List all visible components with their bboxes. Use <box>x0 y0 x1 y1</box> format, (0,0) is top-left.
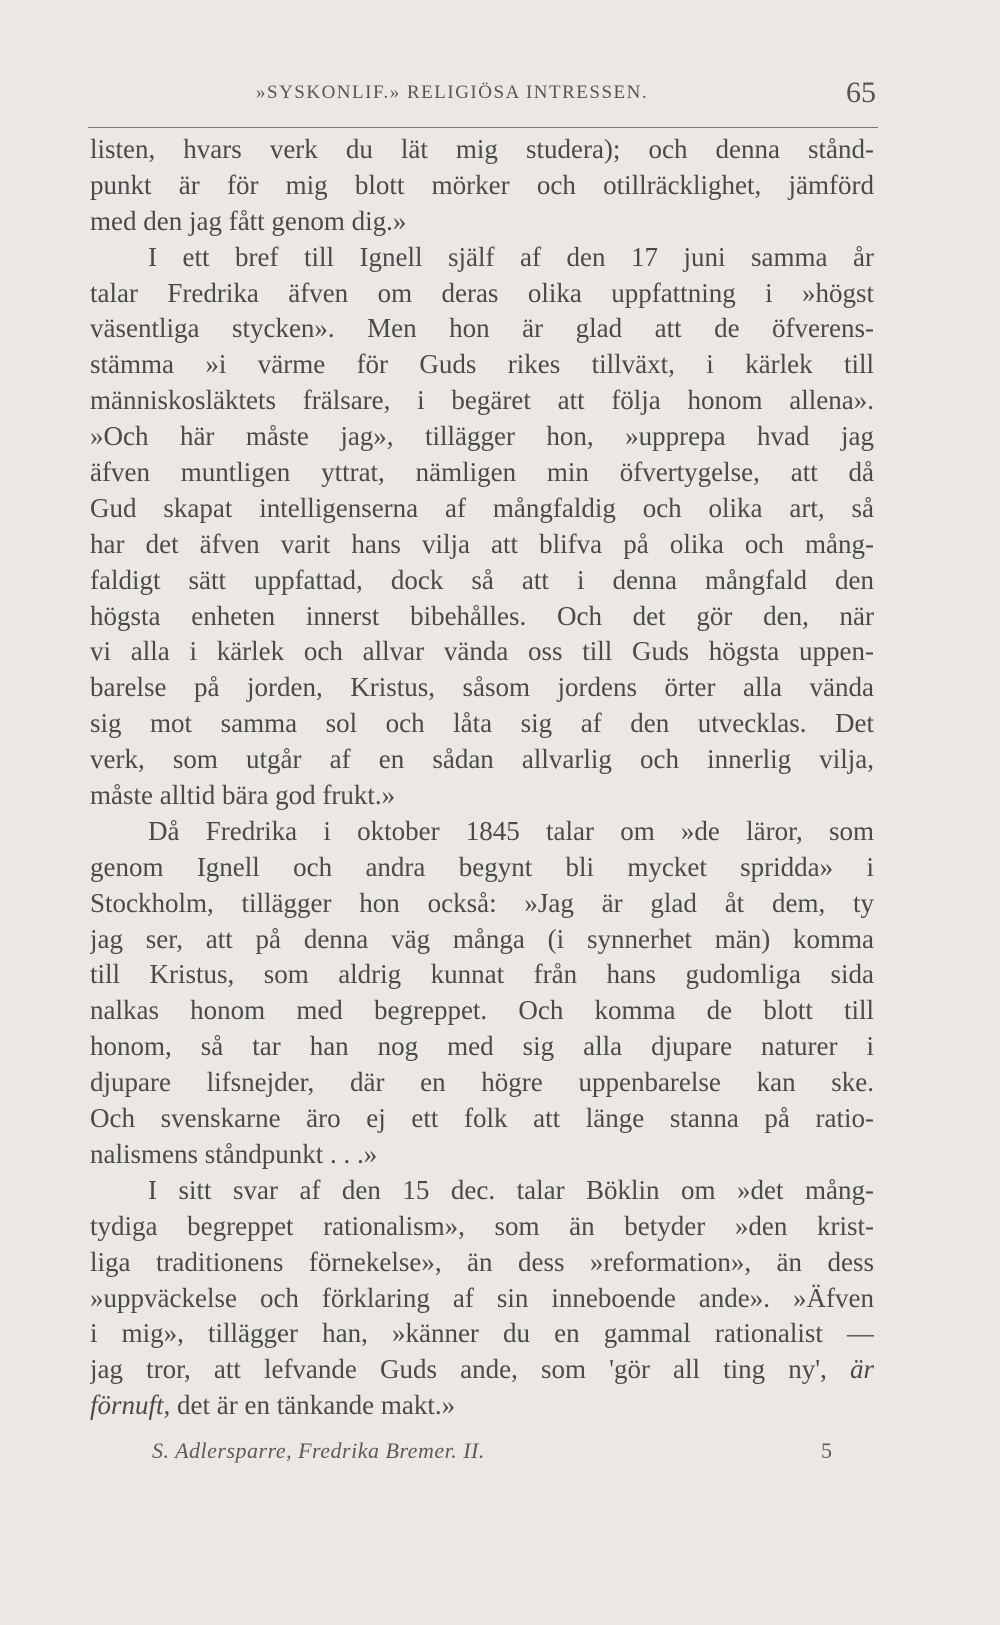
header-rule <box>88 127 878 128</box>
text-line: högsta enheten innerst bibehålles. Och det gör den, när <box>90 600 874 631</box>
text-line: nalkas honom med begreppet. Och komma de blott till <box>90 995 874 1026</box>
signature-line <box>152 1438 832 1468</box>
text-line: barelse på jorden, Kristus, såsom jordens örter alla vända <box>90 672 874 703</box>
running-head <box>88 78 878 118</box>
text-line: väsentliga stycken». Men hon är glad att de öfverens- <box>90 313 874 344</box>
text-line: i mig», tillägger han, »känner du en gammal rationalist — <box>90 1318 874 1349</box>
text-line: tydiga begreppet rationalism», som än betyder »den krist- <box>90 1210 874 1241</box>
italic-segment: förnuft, <box>90 1390 171 1421</box>
text-line: äfven muntligen yttrat, nämligen min öfvertygelse, att då <box>90 457 874 488</box>
sheet-number: 5 <box>821 1438 832 1463</box>
text-line: listen, hvars verk du lät mig studera); och denna stånd- <box>90 134 874 164</box>
text-line: genom Ignell och andra begynt bli mycket spridda» i <box>90 851 874 882</box>
text-line: punkt är för mig blott mörker och otillräcklighet, jämförd <box>90 169 874 200</box>
text-line: sig mot samma sol och låta sig af den utvecklas. Det <box>90 708 874 739</box>
text-line-mixed <box>90 1352 874 1388</box>
text-line: till Kristus, som aldrig kunnat från hans gudomliga sida <box>90 959 874 990</box>
text-line: honom, så tar han nog med sig alla djupare naturer i <box>90 1031 874 1062</box>
text-line: I sitt svar af den 15 dec. talar Böklin om »det mång- <box>148 1174 874 1205</box>
text-line: Då Fredrika i oktober 1845 talar om »de läror, som <box>148 815 874 846</box>
text-segment: det är en tänkande makt.» <box>177 1390 456 1421</box>
body-text <box>90 132 874 1424</box>
running-head-title: »SYSKONLIF.» RELIGIÖSA INTRESSEN. <box>256 82 649 103</box>
text-line: djupare lifsnejder, där en högre uppenbarelse kan ske. <box>90 1067 874 1098</box>
text-line-mixed <box>90 1388 874 1424</box>
page-number: 65 <box>846 76 876 109</box>
italic-segment: är <box>850 1354 874 1385</box>
text-line: jag ser, att på denna väg många (i synnerhet män) komma <box>90 923 874 954</box>
text-line: människosläktets frälsare, i begäret att följa honom allena». <box>90 385 874 416</box>
text-line: Och svenskarne äro ej ett folk att länge stanna på ratio- <box>90 1103 874 1134</box>
text-line: stämma »i värme för Guds rikes tillväxt, i kärlek till <box>90 349 874 380</box>
text-line: faldigt sätt uppfattad, dock så att i denna mångfald den <box>90 564 874 595</box>
text-line: vi alla i kärlek och allvar vända oss till Guds högsta uppen- <box>90 636 874 667</box>
text-line: talar Fredrika äfven om deras olika uppfattning i »högst <box>90 277 874 308</box>
text-line: måste alltid bära god frukt.» <box>90 780 396 811</box>
text-line: verk, som utgår af en sådan allvarlig och innerlig vilja, <box>90 744 874 775</box>
text-line: har det äfven varit hans vilja att blifva på olika och mång- <box>90 528 874 559</box>
printer-signature: S. Adlersparre, Fredrika Bremer. II. <box>152 1438 485 1463</box>
text-line: Stockholm, tillägger hon också: »Jag är glad åt dem, ty <box>90 887 874 918</box>
text-line: »uppväckelse och förklaring af sin inneboende ande». »Äfven <box>90 1282 874 1313</box>
text-segment: jag tror, att lefvande Guds ande, som 'gör all ting ny', <box>90 1354 827 1385</box>
text-line: med den jag fått genom dig.» <box>90 205 407 236</box>
text-line: Gud skapat intelligenserna af mångfaldig och olika art, så <box>90 492 874 523</box>
text-line: nalismens ståndpunkt . . .» <box>90 1138 378 1169</box>
text-line: »Och här måste jag», tillägger hon, »upprepa hvad jag <box>90 421 874 452</box>
text-line: liga traditionens förnekelse», än dess »reformation», än dess <box>90 1246 874 1277</box>
text-line: I ett bref till Ignell själf af den 17 juni samma år <box>148 241 874 272</box>
